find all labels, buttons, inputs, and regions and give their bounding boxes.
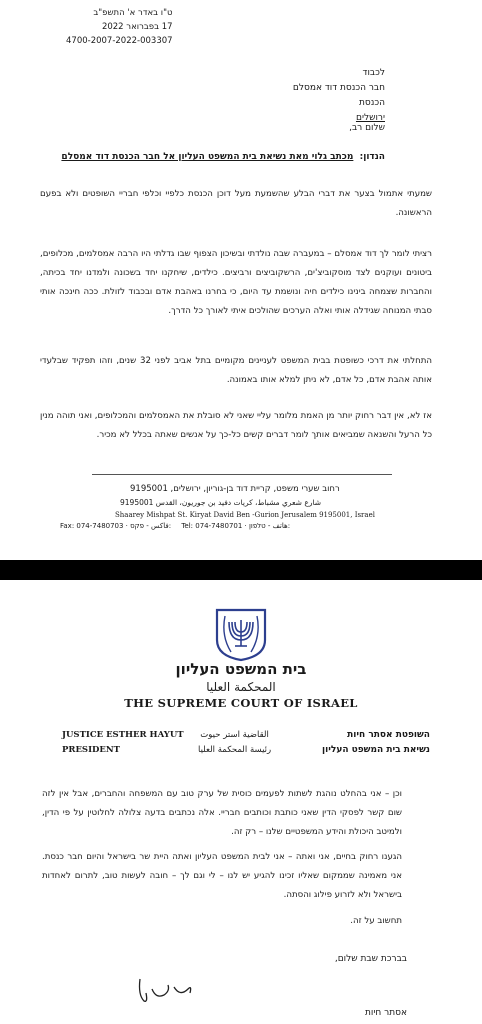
- signer-name-english: JUSTICE ESTHER HAYUT: [62, 730, 184, 740]
- body-paragraph: הגענו רחוק בחיים, אני ואתה – אני לבית המשפט העליון ואתה היית שר בישראל והיום חבר כנסת. אני מאמינה שממקום שאליו זכינו להגיע יש לנו – לי וגם לך – חובה לעשות טוב, לתרום לאחדות בישראל ולא לזרוע פילוג והסתה.: [42, 852, 402, 900]
- body-paragraph: רציתי לומר לך דוד אמסלם – במעברה שבה נולדתי ובשיכון הצפוף שבו גדלתי היו הרבה אמסלמים, מכלופים, ביטונים ועוקנים לצד מוסקוביצ'ים, הרשקוביצים ורביצים. כילדים, שיחקנו יחד בשכונה ולמדנו יחד בכיתה, והחברות שצמחה בינינו כילדים חיה ונושמת עד היום, כי בחרנו באהבת אדם ובכבוד לזולת. ככה חינכה אותי סבתי המנוחה שגידלה אותי ואלה הערכים שהולכים איתי לאורך כל הדרך.: [40, 249, 432, 316]
- recipient-block: [293, 66, 385, 126]
- footer-address-arabic: شارع شعري مشباط، كريات دفيد بن جوريون، القدس 9195001: [120, 498, 322, 507]
- footer-address-english: Shaarey Mishpat St. Kiryat David Ben -Gurion Jerusalem 9195001, Israel: [115, 511, 375, 519]
- signer-role-english: PRESIDENT: [62, 745, 120, 755]
- signature-name: אסתר חיות: [365, 1008, 407, 1018]
- signer-title-english: [62, 728, 184, 758]
- court-name-arabic: المحكمة العليا: [206, 680, 276, 694]
- court-name-english: THE SUPREME COURT OF ISRAEL: [124, 696, 358, 710]
- footer-address-hebrew: רחוב שערי משפט, קריית דוד בן-גוריון, ירושלים, 9195001: [130, 484, 340, 494]
- signer-role-hebrew: נשיאת בית המשפט העליון: [322, 745, 430, 755]
- signer-title-hebrew: [322, 728, 430, 758]
- subject-line: [61, 152, 385, 162]
- letter-date-block: [66, 6, 173, 48]
- menorah-emblem-icon: [211, 606, 271, 662]
- signer-name-hebrew: השופטת אסתר חיות: [347, 730, 430, 740]
- letter-page-2: [0, 580, 482, 1024]
- subject-text: מכתב גלוי מאת נשיאת בית המשפט העליון אל חבר הכנסת דוד אמסלם: [61, 152, 354, 162]
- footer-divider: [92, 474, 392, 475]
- date-hebrew: ט"ו באדר א' התשפ"ב: [93, 8, 173, 18]
- footer-contact: [60, 522, 360, 530]
- subject-label: הנדון:: [359, 152, 385, 162]
- signer-name-arabic: القاضية استر حيوت: [200, 730, 269, 740]
- footer-tel: Tel: 074-7480701 · هاتف - טלפון:: [181, 522, 291, 530]
- signer-title-arabic: [198, 728, 271, 758]
- body-paragraph: התחלתי את דרכי כשופטת בבית המשפט לעניינים מקומיים בתל אביב לפני 32 שנים, וזהו תפקיד שבלעדי אותה אהבת אדם, כל אדם, לא ניתן למלא אותו באמונה.: [40, 356, 432, 385]
- body-paragraph: תחשוב על זה.: [350, 916, 402, 926]
- footer-fax: Fax: 074-7480703 · فاكس - פקס:: [60, 522, 172, 530]
- body-paragraph: שמעתי אתמול בצער את דברי הבלע שהשמעת מעל דוכן הכנסת כלפיי וכלפי חבריי השופטים ולא בפעם הראשונה.: [40, 189, 432, 218]
- date-gregorian: 17 בפברואר 2022: [101, 22, 173, 32]
- recipient-line: חבר הכנסת דוד אמסלם: [292, 83, 385, 93]
- closing-line: בברכת שבת שלום,: [334, 954, 407, 964]
- recipient-line: ירושלים: [355, 113, 385, 123]
- recipient-line: לכבוד: [362, 68, 385, 78]
- handwritten-signature: [130, 975, 210, 1005]
- recipient-line: הכנסת: [359, 98, 385, 108]
- reference-number: 4700-2007-2022-003307: [66, 36, 173, 46]
- court-name-hebrew: בית המשפט העליון: [175, 660, 307, 678]
- signer-role-arabic: رئيسة المحكمة العليا: [198, 745, 272, 755]
- body-paragraph: וכן – אני בהחלט נוהגת לשתות לפעמים כוסית של ערק טוב עם המשפחה והחברים, אבל אין לזה שום קשר לפסקי הדין שאני כותבת וכותבים חבריי. אלה נכתבים בדעה צלולה לחלוטין על פי הדין, ולמיטב היכולת והידע המשפטיים שלנו – רק זה.: [42, 789, 402, 837]
- body-paragraph: אז לא, אין דבר רחוק יותר מן האמת מלומר עליי שאני לא סובלת את האמסלמים והמכלופים, ואני תוהה מנין כל הרעל והשנאה שמביאים אותך לומר דברים קשים כל-כך על אנשים שאתה בכלל לא מכיר.: [40, 411, 432, 440]
- greeting: שלום רב,: [349, 123, 385, 133]
